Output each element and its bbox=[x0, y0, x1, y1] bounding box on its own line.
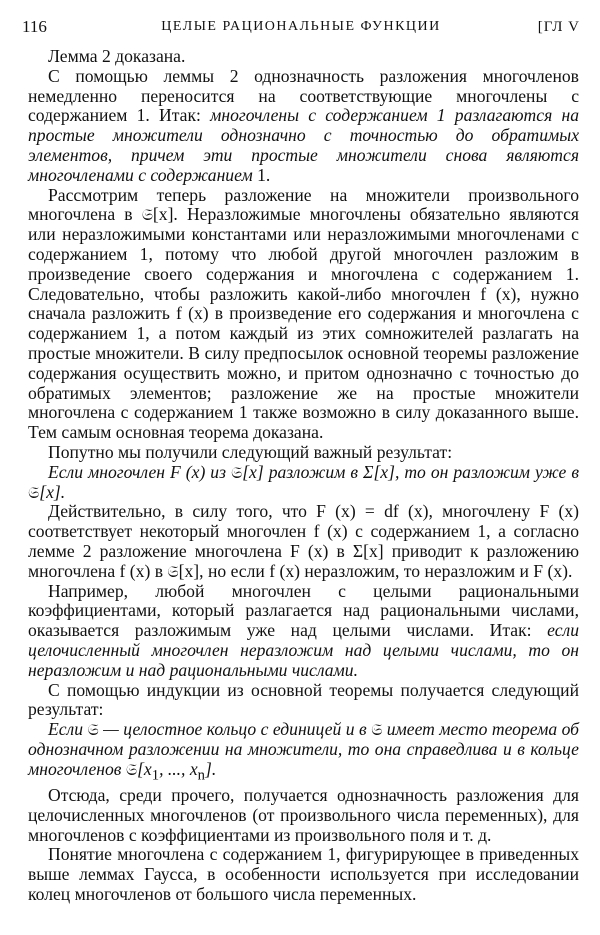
text: [x]. Неразложимые многочлены обязательно являются или неразложимыми константами или неразложимыми многочленами с содержанием 1, потому что любой другой многочлен разложим в произведение своего содержания и многочлена с содержанием 1. Следовательно, чтобы разложить какой-либо многочлен f (x), нужно сначала разложить f (x) в произведение его содержания и многочлена с содержанием 1, а потом каждый из этих сомножителей разлагать на простые множители. В силу предпосылок основной теоремы разложение содержания осуществить можно, и притом однозначно с точностью до обратимых элементов; разложение же на простые множители многочлена с содержанием 1 также возможно в силу доказанного выше. Тем самым основная теорема доказана. bbox=[28, 204, 579, 443]
italic-text: Если многочлен F (x) из bbox=[48, 461, 231, 482]
paragraph-proof bbox=[28, 502, 579, 581]
paragraph-theorem-statement bbox=[28, 463, 579, 503]
paragraph-result-intro: Попутно мы получили следующий важный результат: bbox=[48, 441, 453, 462]
italic-text: ]. bbox=[205, 758, 217, 779]
paragraph-uniqueness bbox=[28, 67, 579, 186]
page-body bbox=[28, 47, 579, 905]
italic-text: — целостное кольцо с единицей и в bbox=[98, 719, 372, 740]
paragraph-induction-theorem bbox=[28, 720, 579, 786]
paragraph-induction: С помощью индукции из основной теоремы получается следующий результат: bbox=[28, 679, 579, 720]
paragraph-factorization bbox=[28, 186, 579, 443]
paragraph-lemma-proved: Лемма 2 доказана. bbox=[48, 46, 186, 66]
chapter-marker: [ГЛ V bbox=[537, 19, 580, 35]
text: Например, любой многочлен с целыми рациональными коэффициентами, который разлагается над рациональными числами, оказывается разложимым уже над целыми числами. Итак: bbox=[28, 580, 579, 641]
ring-symbol: 𝔖 bbox=[141, 205, 153, 225]
italic-text: , ..., x bbox=[159, 758, 198, 779]
page-number: 116 bbox=[22, 17, 47, 36]
italic-text: Если bbox=[48, 719, 88, 740]
paragraph-closing: Понятие многочлена с содержанием 1, фигурирующее в приведенных выше леммах Гаусса, в особенности используется при исследовании колец многочленов от большого числа переменных. bbox=[28, 844, 579, 904]
ring-symbol: 𝔖 bbox=[125, 759, 138, 779]
italic-text: [x bbox=[137, 758, 152, 779]
paragraph-example bbox=[28, 582, 579, 681]
italic-statement: если целочисленный многочлен неразложим над целыми числами, то он неразложим и над рациональными числами. bbox=[28, 620, 579, 680]
text: С помощью леммы 2 однозначность разложения многочленов немедленно переносится на соответствующие многочлены с содержанием 1. Итак: bbox=[28, 65, 579, 126]
italic-text: [x] разложим в Σ[x], то он разложим уже в bbox=[242, 461, 579, 482]
paragraph-consequences: Отсюда, среди прочего, получается однозначность разложения для целочисленных многочленов (от произвольного числа переменных), для многочленов с коэффициентами из произвольного поля и т. д. bbox=[28, 785, 579, 845]
italic-statement: многочлены с содержанием 1 разлагаются на простые множители однозначно с точностью до обратимых элементов, причем эти простые множители снова являются многочленами с содержанием bbox=[28, 105, 579, 185]
text: Рассмотрим теперь разложение на множители произвольного многочлена в bbox=[28, 184, 579, 225]
ring-symbol: 𝔖 bbox=[28, 482, 40, 502]
italic-text: имеет место теорема об однозначном разложении на множители, то она справедлива и в кольце многочленов bbox=[28, 719, 579, 779]
text: [x], но если f (x) неразложим, то неразложим и F (x). bbox=[178, 560, 573, 581]
ring-symbol: 𝔖 bbox=[167, 561, 179, 581]
running-header bbox=[22, 16, 580, 38]
ring-symbol: 𝔖 bbox=[230, 462, 243, 482]
running-title: ЦЕЛЫЕ РАЦИОНАЛЬНЫЕ ФУНКЦИИ bbox=[161, 19, 441, 34]
ring-symbol: 𝔖 bbox=[87, 720, 99, 740]
subscript: n bbox=[197, 767, 205, 784]
ring-symbol: 𝔖 bbox=[371, 720, 383, 740]
text: 1. bbox=[252, 164, 271, 185]
italic-text: [x]. bbox=[39, 481, 66, 502]
text: Действительно, в силу того, что F (x) = df (x), многочлену F (x) соответствует некоторый многочлен f (x) с содержанием 1, а согласно лемме 2 разложение многочлена F (x) в Σ[x] приводит к разложению многочлена f (x) в bbox=[28, 501, 579, 581]
subscript: 1 bbox=[151, 767, 160, 784]
